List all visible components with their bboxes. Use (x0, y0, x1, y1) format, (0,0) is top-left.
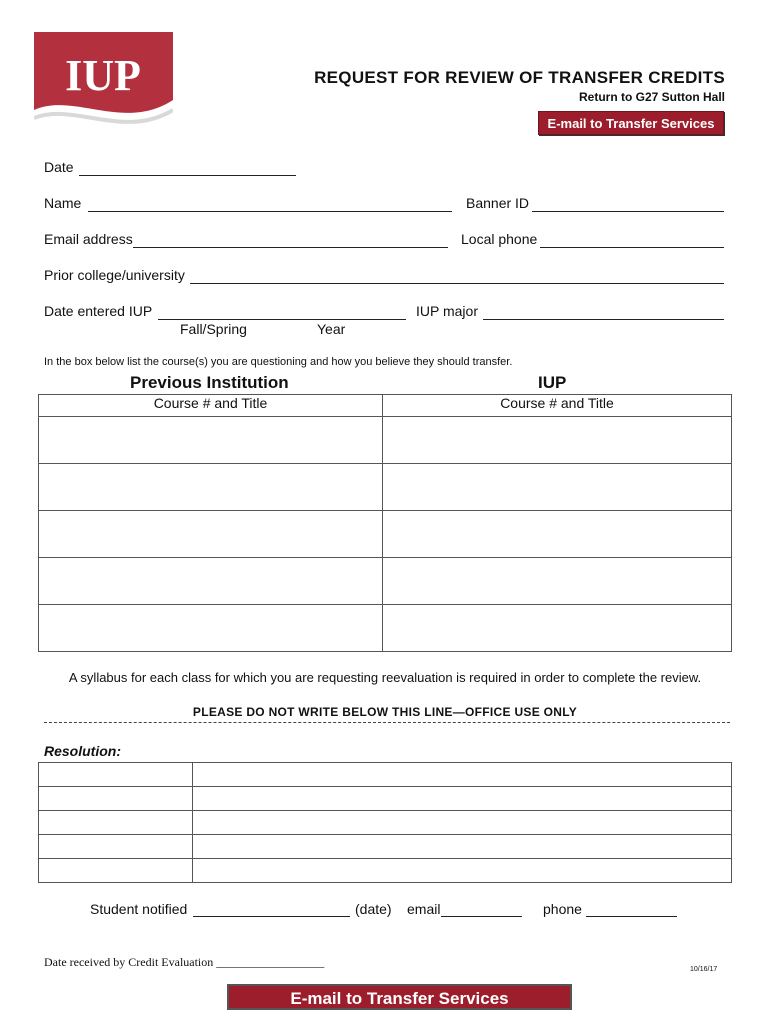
table-row (39, 511, 732, 558)
iup-course-cell[interactable] (383, 511, 732, 558)
resolution-table (38, 762, 732, 883)
name-field[interactable] (88, 211, 452, 212)
course-table (38, 394, 732, 652)
date-label: Date (44, 159, 74, 175)
previous-course-cell[interactable] (39, 605, 383, 652)
table-row (39, 835, 732, 859)
notified-email-field (441, 916, 522, 917)
previous-course-cell[interactable] (39, 511, 383, 558)
table-row (39, 464, 732, 511)
iup-heading: IUP (538, 373, 567, 392)
iup-course-cell[interactable] (383, 417, 732, 464)
notified-date-field (193, 916, 350, 917)
iup-course-cell[interactable] (383, 464, 732, 511)
table-row (39, 417, 732, 464)
previous-course-cell[interactable] (39, 417, 383, 464)
form-title: REQUEST FOR REVIEW OF TRANSFER CREDITS (314, 68, 725, 87)
table-row (39, 811, 732, 835)
fall-spring-hint: Fall/Spring (180, 321, 247, 337)
year-hint: Year (317, 321, 346, 337)
table-row (39, 787, 732, 811)
iup-logo (34, 32, 173, 140)
date-entered-label: Date entered IUP (44, 303, 153, 319)
course-instructions: In the box below list the course(s) you are questioning and how you believe they should transfer. (44, 356, 513, 368)
local-phone-label: Local phone (461, 231, 538, 247)
table-row (39, 558, 732, 605)
date-field[interactable] (79, 175, 296, 176)
table-row (39, 859, 732, 883)
version-code: 10/16/17 (690, 966, 718, 973)
previous-course-cell[interactable] (39, 464, 383, 511)
office-use-notice: PLEASE DO NOT WRITE BELOW THIS LINE—OFFICE USE ONLY (192, 705, 578, 719)
iup-major-field[interactable] (483, 319, 724, 320)
table-row (39, 763, 732, 787)
svg-text:IUP: IUP (65, 51, 141, 100)
previous-course-cell[interactable] (39, 558, 383, 605)
cut-line-divider (44, 722, 730, 723)
email-transfer-services-footer-button[interactable]: E-mail to Transfer Services (227, 984, 572, 1010)
banner-id-field[interactable] (532, 211, 724, 212)
email-label: Email address (44, 231, 133, 247)
banner-id-label: Banner ID (466, 195, 530, 211)
local-phone-field[interactable] (540, 247, 724, 248)
iup-course-header: Course # and Title (383, 395, 732, 417)
email-field[interactable] (133, 247, 448, 248)
resolution-label: Resolution: (44, 743, 121, 759)
syllabus-note: A syllabus for each class for which you are requesting reevaluation is required in order to complete the review. (68, 670, 702, 685)
table-row (39, 605, 732, 652)
phone-label-notified: phone (543, 901, 582, 917)
iup-course-cell[interactable] (383, 558, 732, 605)
date-label-notified: (date) (355, 901, 392, 917)
email-transfer-services-button[interactable]: E-mail to Transfer Services (538, 111, 724, 135)
prior-college-label: Prior college/university (44, 267, 185, 283)
date-entered-field[interactable] (158, 319, 406, 320)
email-label-notified: email (407, 901, 441, 917)
prior-college-field[interactable] (190, 283, 724, 284)
previous-institution-heading: Previous Institution (130, 373, 289, 392)
iup-major-label: IUP major (416, 303, 478, 319)
iup-course-cell[interactable] (383, 605, 732, 652)
date-received-line: Date received by Credit Evaluation __________________ (44, 955, 325, 969)
student-notified-label: Student notified (90, 901, 188, 917)
notified-phone-field (586, 916, 677, 917)
name-label: Name (44, 195, 82, 211)
previous-course-header: Course # and Title (39, 395, 383, 417)
return-address: Return to G27 Sutton Hall (578, 90, 725, 104)
